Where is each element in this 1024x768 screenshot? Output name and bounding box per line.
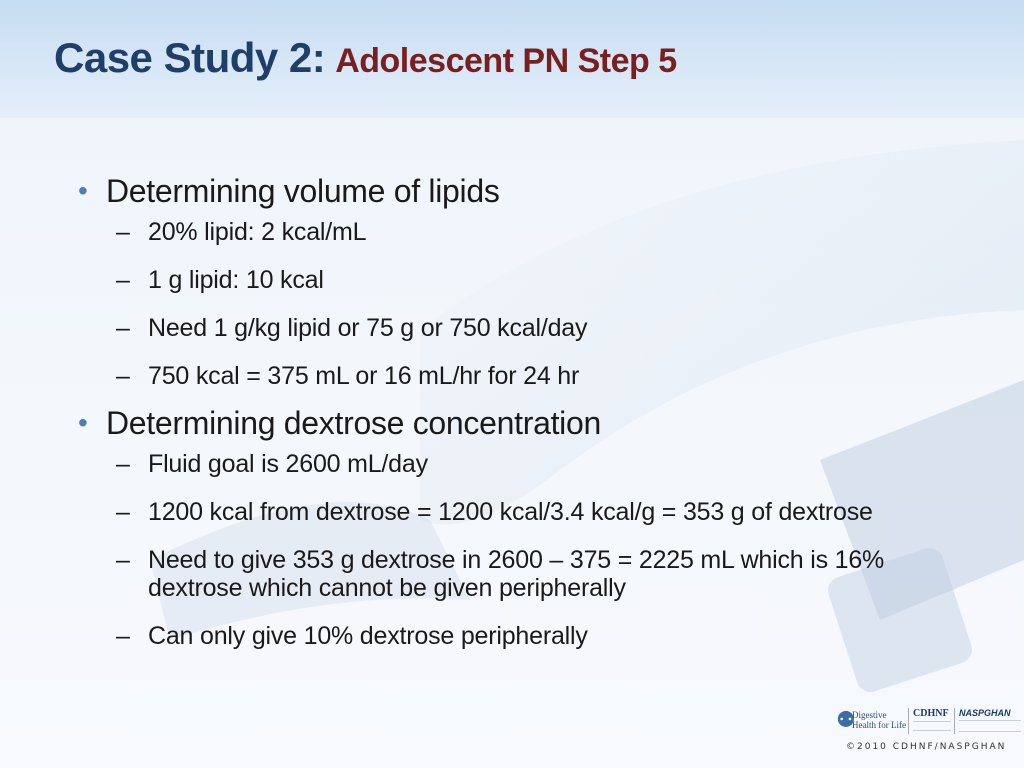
naspghan-fine-print xyxy=(959,720,1021,732)
subitem xyxy=(78,450,908,478)
person-figure-icon: ⚉ xyxy=(836,707,856,732)
dash: – xyxy=(116,314,130,342)
subitem-text: Need 1 g/kg lipid or 75 g or 750 kcal/day xyxy=(148,314,588,342)
subitem xyxy=(78,218,908,246)
subitem-text: 1200 kcal from dextrose = 1200 kcal/3.4 kcal/g = 353 g of dextrose xyxy=(148,498,873,526)
subitem xyxy=(78,498,908,526)
title-suffix: Adolescent PN Step 5 xyxy=(335,42,677,80)
bullet-dot: • xyxy=(78,175,88,206)
dash: – xyxy=(116,498,130,526)
subitem-text: Fluid goal is 2600 mL/day xyxy=(148,450,428,478)
bullet-text: Determining dextrose concentration xyxy=(106,405,601,441)
cdhnf-logo xyxy=(908,708,951,734)
bullet-text: Determining volume of lipids xyxy=(106,173,500,209)
bullet-dextrose xyxy=(78,404,978,442)
subitem-text: 1 g lipid: 10 kcal xyxy=(148,266,324,294)
subitem xyxy=(78,266,908,294)
dash: – xyxy=(116,218,130,246)
subitem-text: 750 kcal = 375 mL or 16 mL/hr for 24 hr xyxy=(148,362,580,390)
subitem xyxy=(78,622,908,650)
subitem xyxy=(78,362,908,390)
digestive-health-logo xyxy=(836,708,906,738)
bullet-dot: • xyxy=(78,407,88,438)
subitem xyxy=(78,314,908,342)
naspghan-label: NASPGHAN xyxy=(959,708,1011,718)
digestive-health-label: Digestive Health for Life xyxy=(852,710,906,730)
title-prefix: Case Study 2: xyxy=(54,34,326,81)
dash: – xyxy=(116,362,130,390)
subitem xyxy=(78,546,908,602)
subitem-text: Can only give 10% dextrose peripherally xyxy=(148,622,588,650)
naspghan-logo xyxy=(954,708,1021,734)
slide-content xyxy=(78,166,978,670)
slide-title xyxy=(54,34,677,82)
footer-logos xyxy=(836,704,1016,738)
dash: – xyxy=(116,546,130,574)
bullet-lipids xyxy=(78,172,978,210)
dash: – xyxy=(116,450,130,478)
dash: – xyxy=(116,266,130,294)
subitem-text: 20% lipid: 2 kcal/mL xyxy=(148,218,367,246)
dash: – xyxy=(116,622,130,650)
copyright-text: ©2010 CDHNF/NASPGHAN xyxy=(846,742,1007,752)
subitem-text: Need to give 353 g dextrose in 2600 – 375 = 2225 mL which is 16% dextrose which cannot be given peripherally xyxy=(148,546,885,602)
cdhnf-fine-print xyxy=(913,721,951,731)
cdhnf-label: CDHNF xyxy=(913,708,949,719)
